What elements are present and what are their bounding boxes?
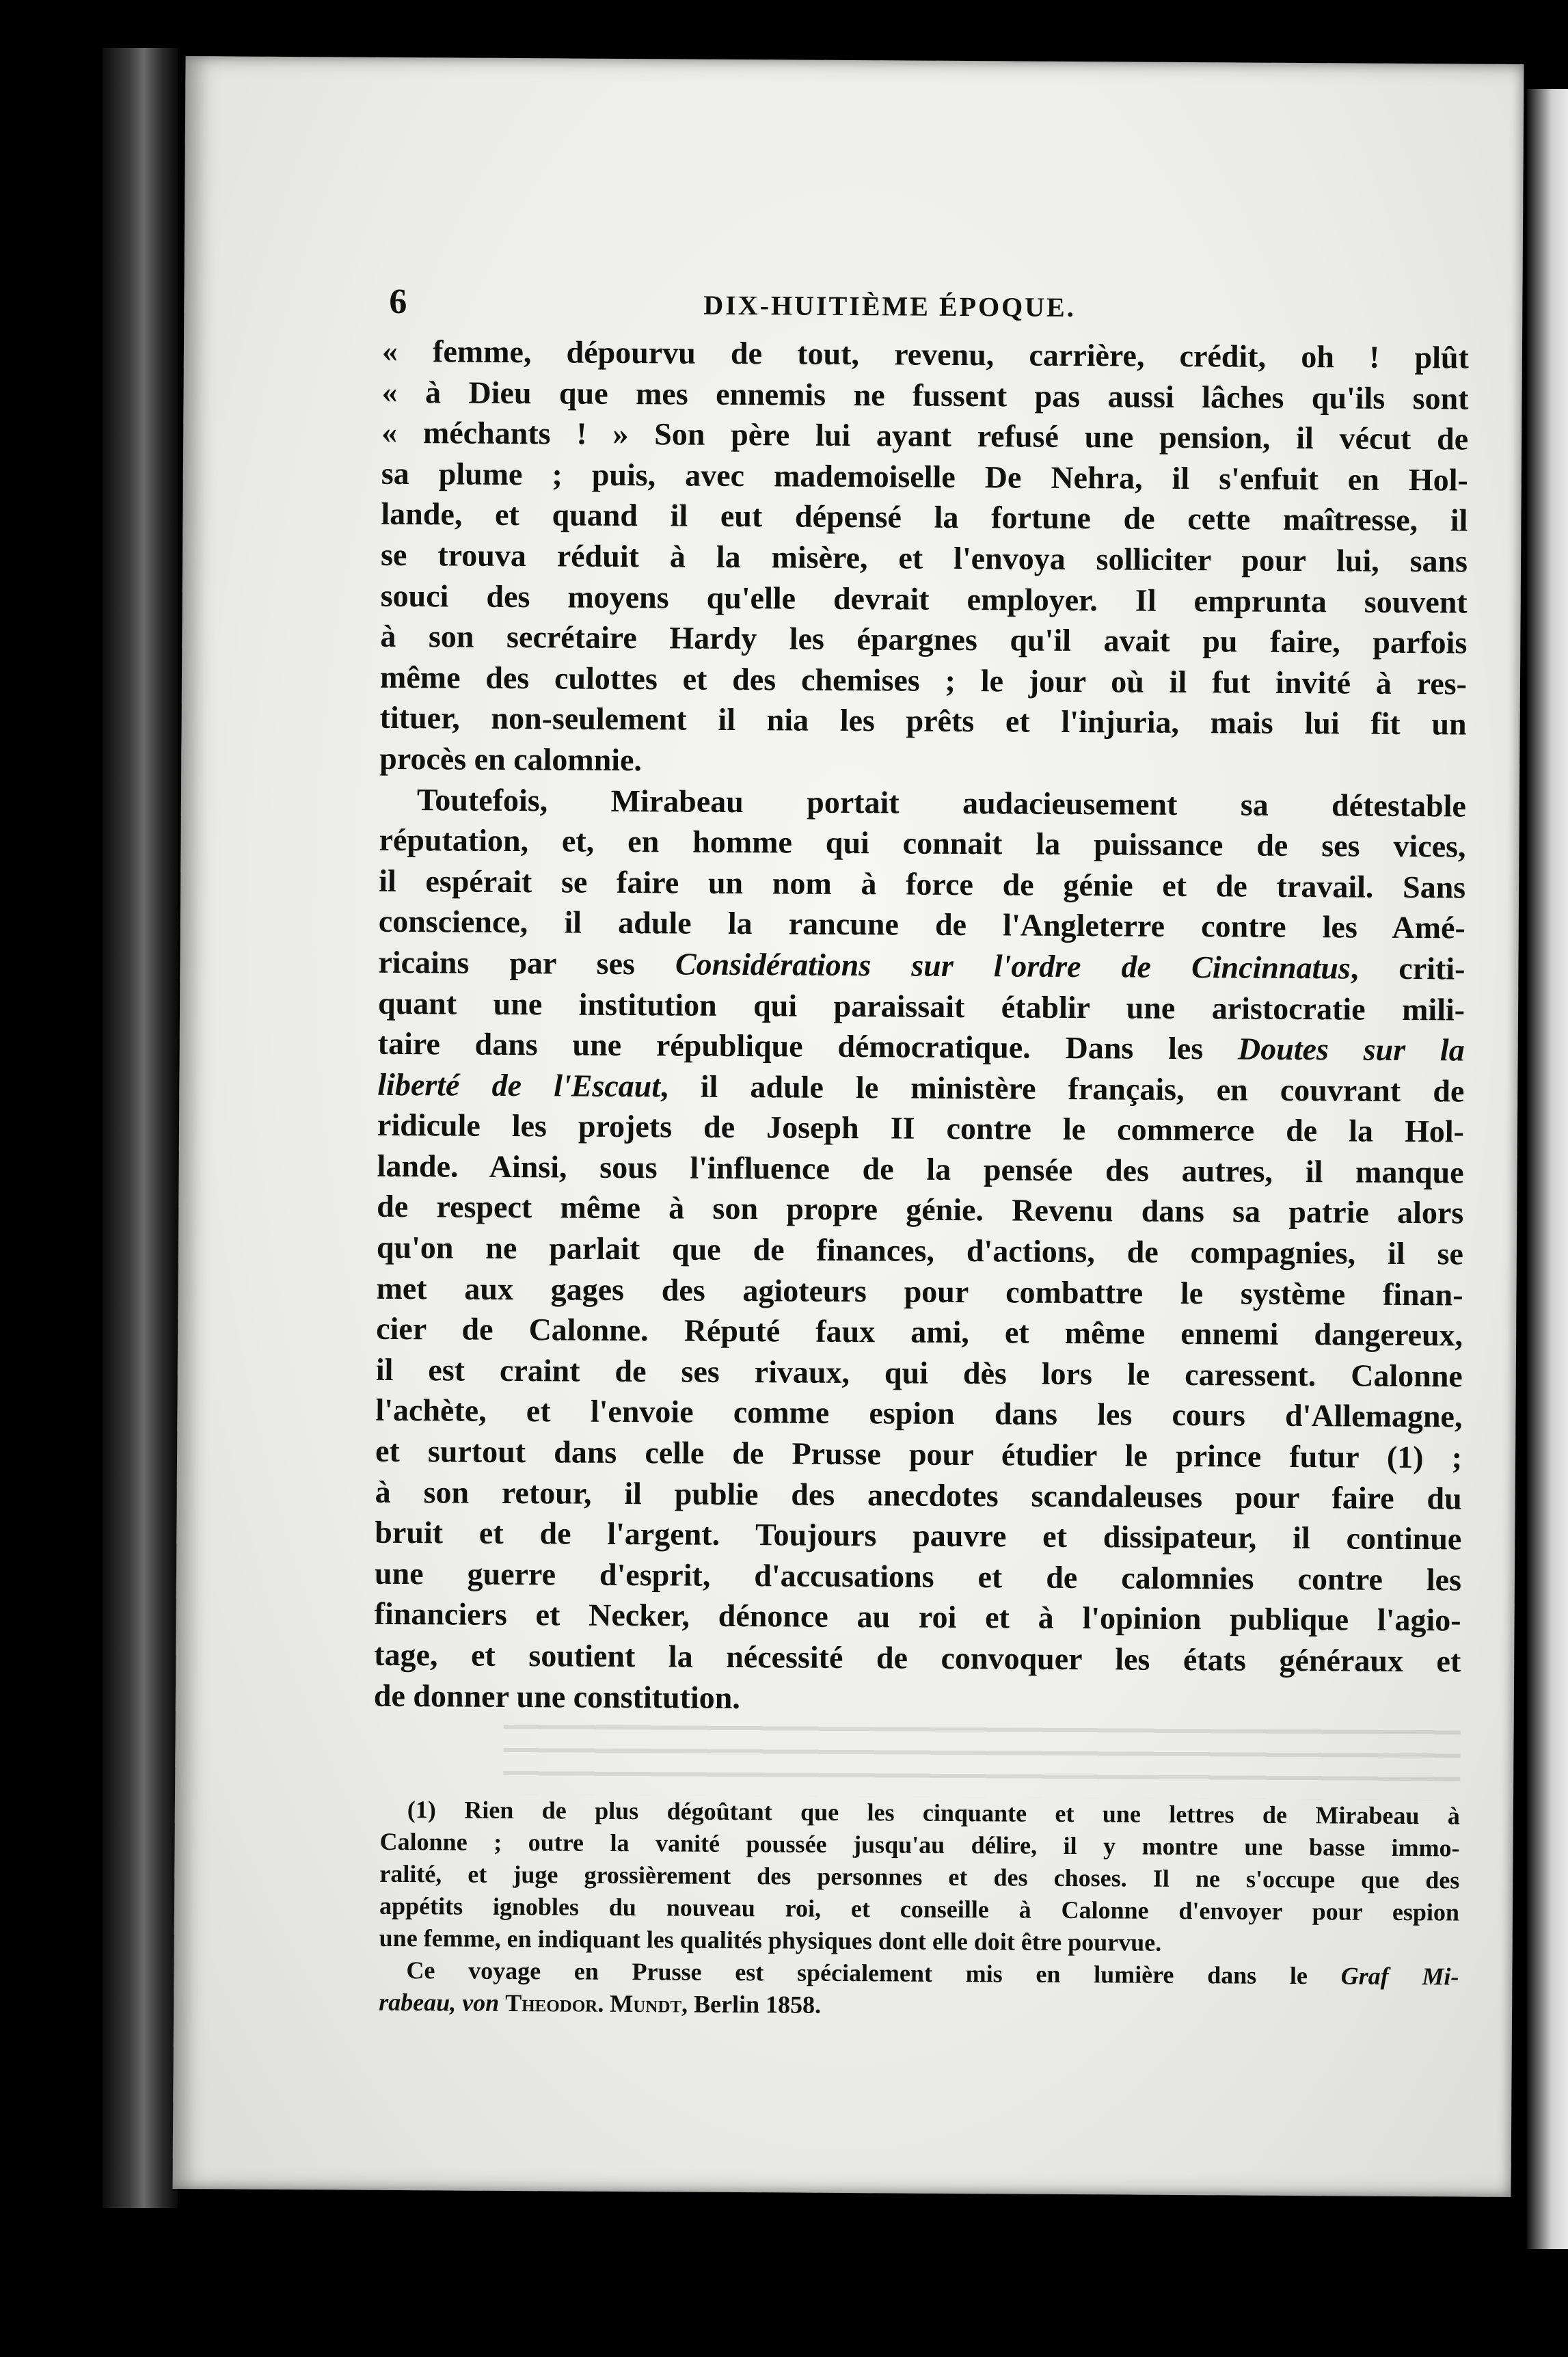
text-fragment: , il adule le ministère français, en couvrant de [660,1068,1465,1109]
text-line: conscience, il adule la rancune de l'Angleterre contre les Amé- [378,904,1465,945]
bleed-through [503,1712,1461,1801]
text-line: tage, et soutient la nécessité de convoquer les états généraux et [374,1637,1461,1679]
footnote-line: (1) Rien de plus dégoûtant que les cinquante et une lettres de Mirabeau à [407,1796,1460,1830]
footnote-line: ralité, et juge grossièrement des personnes et des choses. Il ne s'occupe que des [379,1859,1460,1894]
text-fragment: Ce voyage en Prusse est spécialement mis en lumière dans le [406,1956,1341,1990]
text-line: se trouva réduit à la misère, et l'envoya solliciter pour lui, sans [380,537,1468,579]
text-line: procès en calomnie. [379,740,643,778]
text-fragment: , Berlin 1858. [681,1990,822,2019]
italic-title: rabeau, von [379,1988,500,2017]
text-line: de respect même à son propre génie. Revenu dans sa patrie alors [377,1189,1464,1230]
text-line: et surtout dans celle de Prusse pour étudier le prince futur (1) ; [375,1433,1463,1475]
italic-title: Doutes sur la [1237,1031,1465,1068]
text-line: qu'on ne parlait que de finances, d'actions, de compagnies, il se [376,1229,1464,1271]
page-number: 6 [389,282,407,322]
text-line: lande, et quand il eut dépensé la fortune de cette maîtresse, il [381,496,1468,538]
scanner-frame-left [103,48,178,2208]
text-line: met aux gages des agioteurs pour combattre le système finan- [376,1270,1463,1312]
text-line: il espérait se faire un nom à force de génie et de travail. Sans [379,863,1466,905]
text-line: quant une institution qui paraissait établir une aristocratie mili- [377,985,1465,1027]
text-line: tituer, non-seulement il nia les prêts et l'injuria, mais lui fit un [379,700,1467,742]
book-page [172,56,1524,2197]
text-line [377,1064,1464,1111]
text-line: cier de Calonne. Réputé faux ami, et même ennemi dangereux, [376,1311,1463,1353]
text-line: financiers et Necker, dénonce au roi et à l'opinion publique l'agio- [374,1596,1461,1638]
footnote-line [379,1986,1459,2025]
body-text [374,331,1469,1723]
text-fragment: taire dans une république démocratique. Dans les [377,1025,1239,1066]
text-line: une guerre d'esprit, d'accusations et de calomnies contre les [374,1555,1462,1598]
text-line: Toutefois, Mirabeau portait audacieusement sa détestable [416,781,1467,824]
text-line: ridicule les projets de Joseph II contre le commerce de la Hol- [377,1107,1465,1149]
text-line: lande. Ainsi, sous l'influence de la pensée des autres, il manque [377,1148,1464,1190]
author-name: Theodor. Mundt [505,1989,682,2018]
text-line: à son retour, il publie des anecdotes scandaleuses pour faire du [375,1474,1462,1516]
footnote-line: une femme, en indiquant les qualités physiques dont elle doit être pourvue. [379,1924,1162,1956]
footnote-line: appétits ignobles du nouveau roi, et conseille à Calonne d'envoyer pour espion [379,1891,1460,1926]
text-line [378,1023,1465,1070]
text-line: souci des moyens qu'elle devrait employer. Il emprunta souvent [380,578,1468,620]
text-line: il est craint de ses rivaux, qui dès lors le caressent. Calonne [375,1351,1463,1394]
italic-title: Considérations sur l'ordre de Cincinnatus [675,946,1351,986]
adjacent-page-edge [1527,89,1568,2249]
text-line: « méchants ! » Son père lui ayant refusé une pension, il vécut de [381,414,1469,457]
text-line: sa plume ; puis, avec mademoiselle De Nehra, il s'enfuit en Hol- [381,455,1468,498]
italic-title: liberté de l'Escaut [377,1066,661,1104]
text-line: réputation, et, en homme qui connait la puissance de ses vices, [379,822,1466,864]
text-line: de donner une constitution. [373,1678,740,1715]
running-head [389,282,1346,329]
text-line [378,942,1465,989]
text-line: bruit et de l'argent. Toujours pauvre et dissipateur, il continue [375,1514,1462,1557]
text-line: « femme, dépourvu de tout, revenu, carrière, crédit, oh ! plût [381,333,1470,375]
text-line: à son secrétaire Hardy les épargnes qu'il avait pu faire, parfois [380,618,1468,660]
text-line: « à Dieu que mes ennemis ne fussent pas aussi lâches qu'ils sont [381,374,1469,416]
footnote-line: Calonne ; outre la vanité poussée jusqu'au délire, il y montre une basse immo- [379,1827,1460,1862]
text-line: même des culottes et des chemises ; le jour où il fut invité à res- [379,659,1468,701]
footnotes [379,1794,1460,2025]
text-line: l'achète, et l'envoie comme espion dans les cours d'Allemagne, [375,1392,1463,1434]
text-fragment: , criti- [1350,950,1465,986]
running-head-title: DIX-HUITIÈME ÉPOQUE. [703,289,1076,323]
text-fragment: ricains par ses [378,944,676,982]
italic-title: Graf Mi- [1340,1962,1459,1991]
